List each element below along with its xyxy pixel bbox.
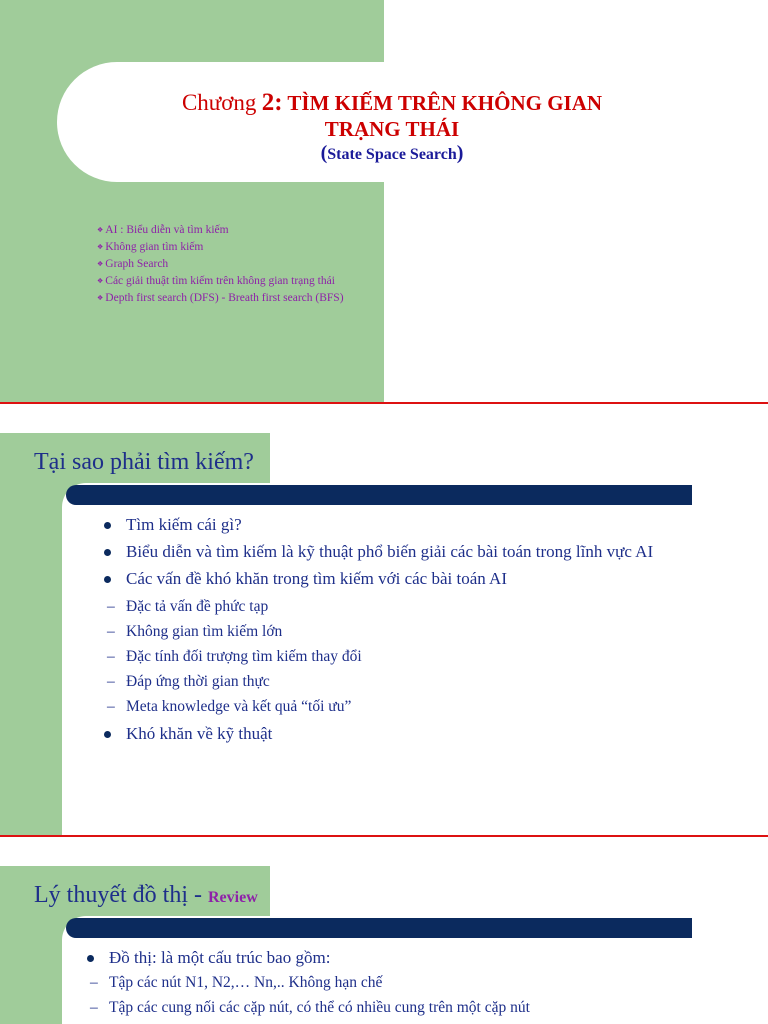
- sub-bullet-item: – Meta knowledge và kết quả “tối ưu”: [101, 694, 697, 719]
- title-line-1: TÌM KIẾM TRÊN KHÔNG GIAN: [287, 91, 603, 115]
- subtitle-text: State Space Search: [327, 146, 457, 163]
- bullet-item: Tìm kiếm cái gì?: [101, 513, 697, 537]
- sub-bullet-item: – Tập các cung nối các cặp nút, có thể có nhiều cung trên một cặp nút: [84, 995, 724, 1020]
- outline-list: [97, 222, 344, 307]
- bullet-item: Đồ thị: là một cấu trúc bao gồm:: [84, 946, 724, 970]
- chapter-number: 2:: [261, 89, 283, 116]
- heading-text: Lý thuyết đồ thị -: [34, 882, 208, 908]
- sub-bullet-item: – Tập các nút N1, N2,… Nn,.. Không hạn chế: [84, 970, 724, 995]
- outline-item: ❖ AI : Biểu diễn và tìm kiếm: [97, 222, 344, 239]
- slide-heading: Tại sao phải tìm kiếm?: [34, 449, 254, 475]
- title-bar: [66, 485, 692, 505]
- sub-bullet-item: – Đáp ứng thời gian thực: [101, 669, 697, 694]
- title-line-2: TRẠNG THÁI: [324, 117, 460, 141]
- slide-separator: [0, 835, 768, 837]
- slide-2: [0, 433, 768, 837]
- title-bar: [66, 918, 692, 938]
- chapter-word: Chương: [181, 90, 257, 115]
- bullet-item: Biểu diễn và tìm kiếm là kỹ thuật phổ biến giải các bài toán trong lĩnh vực AI: [101, 540, 697, 564]
- outline-item: ❖ Không gian tìm kiếm: [97, 239, 344, 256]
- outline-item: ❖ Graph Search: [97, 256, 344, 273]
- slide-title: [92, 90, 692, 142]
- bullet-list: [101, 513, 697, 749]
- green-left-strip: [0, 433, 62, 837]
- slide-3: [0, 866, 768, 1024]
- outline-item: ❖ Depth first search (DFS) - Breath first search (BFS): [97, 290, 344, 307]
- review-tag: Review: [207, 889, 258, 906]
- sub-bullet-item: – Đặc tính đối trượng tìm kiếm thay đổi: [101, 644, 697, 669]
- bullet-item: Khó khăn về kỹ thuật: [101, 722, 697, 746]
- slide-heading: [34, 882, 258, 909]
- outline-item: ❖ Các giải thuật tìm kiếm trên không gian trạng thái: [97, 273, 344, 290]
- subtitle-open-paren: (: [320, 142, 328, 164]
- bullet-item: Các vấn đề khó khăn trong tìm kiếm với các bài toán AI: [101, 567, 697, 591]
- slide-1: [0, 0, 768, 404]
- subtitle-close-paren: ): [456, 142, 464, 164]
- slide-subtitle: [92, 142, 692, 165]
- sub-bullet-item: – Đặc tả vấn đề phức tạp: [101, 594, 697, 619]
- slide-separator: [0, 402, 768, 404]
- bullet-list: [84, 946, 724, 1020]
- sub-bullet-item: – Không gian tìm kiếm lớn: [101, 619, 697, 644]
- green-background-panel: [0, 0, 384, 404]
